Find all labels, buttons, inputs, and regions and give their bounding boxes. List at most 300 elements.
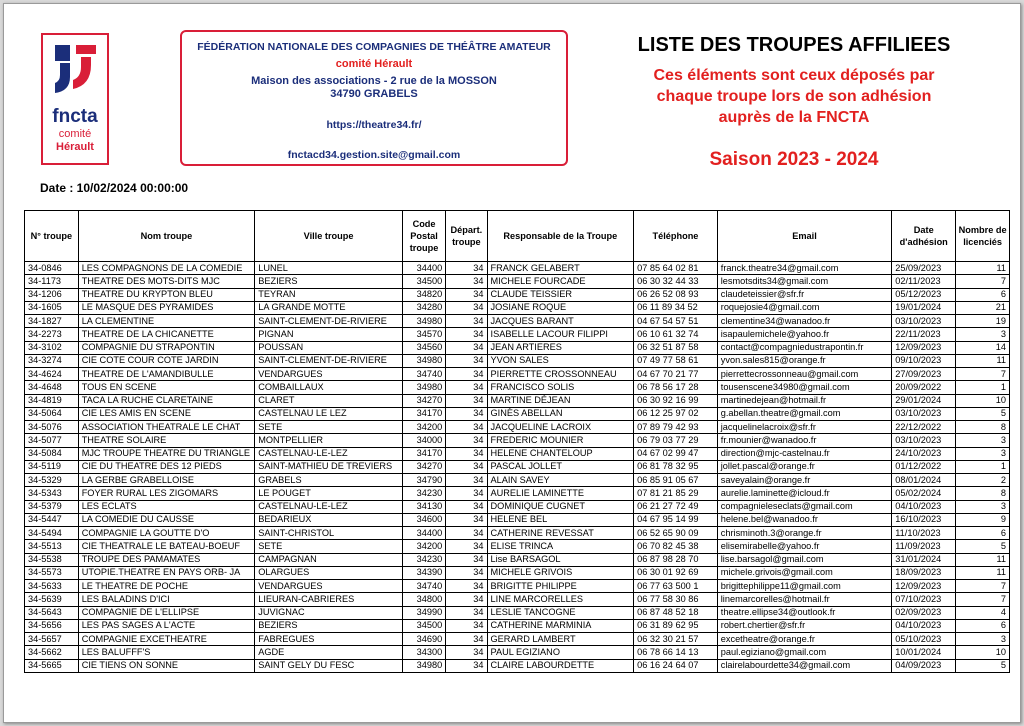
department-cell: 34 xyxy=(446,633,487,646)
membership-date-cell: 11/10/2023 xyxy=(892,527,956,540)
table-row xyxy=(25,407,1010,420)
troupe-number-cell: 34-5379 xyxy=(25,500,79,513)
postal-code-cell: 34570 xyxy=(402,328,445,341)
table-row xyxy=(25,646,1010,659)
fncta-logo-mark xyxy=(43,35,107,163)
email-cell[interactable]: compagnieleseclats@gmail.com xyxy=(717,500,891,513)
table-row xyxy=(25,553,1010,566)
department-cell: 34 xyxy=(446,368,487,381)
season-label: Saison 2023 - 2024 xyxy=(709,149,879,170)
troupe-city-cell: OLARGUES xyxy=(255,566,403,579)
troupe-city-cell: CASTELNAU-LE-LEZ xyxy=(255,447,403,460)
phone-cell: 06 70 82 45 38 xyxy=(634,540,718,553)
troupe-number-cell: 34-5662 xyxy=(25,646,79,659)
email-cell[interactable]: g.abellan.theatre@gmail.com xyxy=(717,407,891,420)
manager-cell: ELISE TRINCA xyxy=(487,540,634,553)
email-cell[interactable]: helene.bel@wanadoo.fr xyxy=(717,513,891,526)
troupe-name-cell: CIE LES AMIS EN SCENE xyxy=(78,407,255,420)
postal-code-cell: 34980 xyxy=(402,315,445,328)
troupe-city-cell: FABREGUES xyxy=(255,633,403,646)
troupe-name-cell: LA CLEMENTINE xyxy=(78,315,255,328)
troupe-number-cell: 34-0846 xyxy=(25,262,79,275)
postal-code-cell: 34200 xyxy=(402,421,445,434)
manager-cell: GINÈS ABELLAN xyxy=(487,407,634,420)
table-row xyxy=(25,500,1010,513)
licensee-count-cell: 3 xyxy=(956,434,1010,447)
licensee-count-cell: 9 xyxy=(956,513,1010,526)
manager-cell: CATHERINE REVESSAT xyxy=(487,527,634,540)
troupe-number-cell: 34-5633 xyxy=(25,580,79,593)
membership-date-cell: 12/09/2023 xyxy=(892,580,956,593)
department-cell: 34 xyxy=(446,593,487,606)
licensee-count-cell: 19 xyxy=(956,315,1010,328)
phone-cell: 06 26 52 08 93 xyxy=(634,288,718,301)
federation-website-link[interactable]: https://theatre34.fr/ xyxy=(326,119,422,131)
membership-date-cell: 22/11/2023 xyxy=(892,328,956,341)
postal-code-cell: 34990 xyxy=(402,606,445,619)
troupe-city-cell: JUVIGNAC xyxy=(255,606,403,619)
membership-date-cell: 27/09/2023 xyxy=(892,368,956,381)
postal-code-cell: 34690 xyxy=(402,633,445,646)
troupe-city-cell: CASTELNAU LE LEZ xyxy=(255,407,403,420)
department-cell: 34 xyxy=(446,301,487,314)
troupe-city-cell: POUSSAN xyxy=(255,341,403,354)
postal-code-cell: 34000 xyxy=(402,434,445,447)
licensee-count-cell: 3 xyxy=(956,633,1010,646)
troupe-city-cell: TEYRAN xyxy=(255,288,403,301)
manager-cell: JACQUES BARANT xyxy=(487,315,634,328)
table-body xyxy=(25,262,1010,673)
table-row xyxy=(25,328,1010,341)
postal-code-cell: 34980 xyxy=(402,354,445,367)
troupe-name-cell: LES BALUFFF'S xyxy=(78,646,255,659)
postal-code-cell: 34170 xyxy=(402,447,445,460)
licensee-count-cell: 1 xyxy=(956,460,1010,473)
troupe-number-cell: 34-3102 xyxy=(25,341,79,354)
troupe-number-cell: 34-5639 xyxy=(25,593,79,606)
membership-date-cell: 09/10/2023 xyxy=(892,354,956,367)
manager-cell: HELENE BEL xyxy=(487,513,634,526)
licensee-count-cell: 11 xyxy=(956,354,1010,367)
phone-cell: 06 30 32 44 33 xyxy=(634,275,718,288)
postal-code-cell: 34270 xyxy=(402,394,445,407)
membership-date-cell: 04/10/2023 xyxy=(892,500,956,513)
manager-cell: YVON SALES xyxy=(487,354,634,367)
table-row xyxy=(25,659,1010,672)
table-row xyxy=(25,527,1010,540)
email-cell[interactable]: yvon.sales815@orange.fr xyxy=(717,354,891,367)
email-cell[interactable]: michele.grivois@gmail.com xyxy=(717,566,891,579)
troupe-name-cell: COMPAGNIE LA GOUTTE D'O xyxy=(78,527,255,540)
troupe-name-cell: THEATRE DE LA CHICANETTE xyxy=(78,328,255,341)
department-cell: 34 xyxy=(446,354,487,367)
troupe-city-cell: LIEURAN-CABRIERES xyxy=(255,593,403,606)
department-cell: 34 xyxy=(446,513,487,526)
table-row xyxy=(25,593,1010,606)
page-subtitle xyxy=(604,65,984,128)
troupe-name-cell: LA GERBE GRABELLOISE xyxy=(78,474,255,487)
federation-name: FÉDÉRATION NATIONALE DES COMPAGNIES DE THÉÂTRE AMATEUR xyxy=(197,41,551,53)
email-cell[interactable]: elisemirabelle@yahoo.fr xyxy=(717,540,891,553)
column-header: Date d'adhésion xyxy=(892,211,956,262)
column-header: Email xyxy=(717,211,891,262)
troupe-number-cell: 34-1827 xyxy=(25,315,79,328)
troupe-name-cell: THEATRE DU KRYPTON BLEU xyxy=(78,288,255,301)
troupe-number-cell: 34-5119 xyxy=(25,460,79,473)
table-row xyxy=(25,381,1010,394)
licensee-count-cell: 11 xyxy=(956,566,1010,579)
licensee-count-cell: 6 xyxy=(956,527,1010,540)
troupe-name-cell: LES COMPAGNONS DE LA COMEDIE xyxy=(78,262,255,275)
membership-date-cell: 03/10/2023 xyxy=(892,407,956,420)
manager-cell: DOMINIQUE CUGNET xyxy=(487,500,634,513)
manager-cell: FRANCK GELABERT xyxy=(487,262,634,275)
email-cell[interactable]: fr.mounier@wanadoo.fr xyxy=(717,434,891,447)
postal-code-cell: 34400 xyxy=(402,527,445,540)
troupe-number-cell: 34-3274 xyxy=(25,354,79,367)
membership-date-cell: 12/09/2023 xyxy=(892,341,956,354)
licensee-count-cell: 4 xyxy=(956,606,1010,619)
manager-cell: BRIGITTE PHILIPPE xyxy=(487,580,634,593)
troupe-name-cell: THEATRE DES MOTS-DITS MJC xyxy=(78,275,255,288)
email-cell[interactable]: aurelie.laminette@icloud.fr xyxy=(717,487,891,500)
email-cell[interactable]: direction@mjc-castelnau.fr xyxy=(717,447,891,460)
postal-code-cell: 34390 xyxy=(402,566,445,579)
table-row xyxy=(25,460,1010,473)
troupe-number-cell: 34-5077 xyxy=(25,434,79,447)
troupe-name-cell: LE MASQUE DES PYRAMIDES xyxy=(78,301,255,314)
troupe-name-cell: CIE THEATRALE LE BATEAU-BOEUF xyxy=(78,540,255,553)
phone-cell: 06 32 30 21 57 xyxy=(634,633,718,646)
licensee-count-cell: 10 xyxy=(956,394,1010,407)
troupe-number-cell: 34-4819 xyxy=(25,394,79,407)
phone-cell: 06 52 65 90 09 xyxy=(634,527,718,540)
email-cell[interactable]: chrisminoth.3@orange.fr xyxy=(717,527,891,540)
troupe-name-cell: FOYER RURAL LES ZIGOMARS xyxy=(78,487,255,500)
department-cell: 34 xyxy=(446,394,487,407)
table-row xyxy=(25,434,1010,447)
phone-cell: 06 81 78 32 95 xyxy=(634,460,718,473)
troupe-city-cell: SAINT-CHRISTOL xyxy=(255,527,403,540)
troupe-name-cell: TOUS EN SCENE xyxy=(78,381,255,394)
phone-cell: 04 67 02 99 47 xyxy=(634,447,718,460)
department-cell: 34 xyxy=(446,315,487,328)
email-cell[interactable]: paul.egiziano@gmail.com xyxy=(717,646,891,659)
column-header: Responsable de la Troupe xyxy=(487,211,634,262)
table-row xyxy=(25,487,1010,500)
email-cell[interactable]: tousenscene34980@gmail.com xyxy=(717,381,891,394)
phone-cell: 04 67 70 21 77 xyxy=(634,368,718,381)
membership-date-cell: 04/09/2023 xyxy=(892,659,956,672)
email-cell[interactable]: martinedejean@hotmail.fr xyxy=(717,394,891,407)
troupe-city-cell: CLARET xyxy=(255,394,403,407)
membership-date-cell: 24/10/2023 xyxy=(892,447,956,460)
membership-date-cell: 04/10/2023 xyxy=(892,619,956,632)
table-row xyxy=(25,580,1010,593)
troupe-city-cell: COMBAILLAUX xyxy=(255,381,403,394)
column-header: Téléphone xyxy=(634,211,718,262)
manager-cell: HELENE CHANTELOUP xyxy=(487,447,634,460)
troupe-number-cell: 34-5064 xyxy=(25,407,79,420)
membership-date-cell: 05/02/2024 xyxy=(892,487,956,500)
phone-cell: 06 11 89 34 52 xyxy=(634,301,718,314)
manager-cell: MICHELE GRIVOIS xyxy=(487,566,634,579)
membership-date-cell: 11/09/2023 xyxy=(892,540,956,553)
licensee-count-cell: 7 xyxy=(956,580,1010,593)
troupe-city-cell: SETE xyxy=(255,540,403,553)
email-cell[interactable]: clementine34@wanadoo.fr xyxy=(717,315,891,328)
manager-cell: JACQUELINE LACROIX xyxy=(487,421,634,434)
phone-cell: 04 67 95 14 99 xyxy=(634,513,718,526)
troupe-name-cell: LA COMEDIE DU CAUSSE xyxy=(78,513,255,526)
phone-cell: 07 89 79 42 93 xyxy=(634,421,718,434)
email-cell[interactable]: lesmotsdits34@gmail.com xyxy=(717,275,891,288)
licensee-count-cell: 3 xyxy=(956,447,1010,460)
licensee-count-cell: 7 xyxy=(956,275,1010,288)
table-row xyxy=(25,474,1010,487)
membership-date-cell: 03/10/2023 xyxy=(892,315,956,328)
licensee-count-cell: 7 xyxy=(956,593,1010,606)
manager-cell: PAUL EGIZIANO xyxy=(487,646,634,659)
logo-brand: fncta xyxy=(52,106,98,127)
department-cell: 34 xyxy=(446,421,487,434)
manager-cell: LINE MARCORELLES xyxy=(487,593,634,606)
membership-date-cell: 31/01/2024 xyxy=(892,553,956,566)
table-header-row xyxy=(25,211,1010,262)
email-cell[interactable]: excetheatre@orange.fr xyxy=(717,633,891,646)
email-cell[interactable]: clairelabourdette34@gmail.com xyxy=(717,659,891,672)
column-header: Nom troupe xyxy=(78,211,255,262)
column-header: Nombre de licenciés xyxy=(956,211,1010,262)
licensee-count-cell: 3 xyxy=(956,328,1010,341)
document-date: Date : 10/02/2024 00:00:00 xyxy=(40,181,189,195)
troupe-name-cell: LES BALADINS D'ICI xyxy=(78,593,255,606)
postal-code-cell: 34820 xyxy=(402,288,445,301)
phone-cell: 06 16 24 64 07 xyxy=(634,659,718,672)
manager-cell: LESLIE TANCOGNE xyxy=(487,606,634,619)
column-header: Code Postal troupe xyxy=(402,211,445,262)
phone-cell: 06 78 56 17 28 xyxy=(634,381,718,394)
postal-code-cell: 34800 xyxy=(402,593,445,606)
department-cell: 34 xyxy=(446,646,487,659)
subtitle-line1: Ces éléments sont ceux déposés par xyxy=(653,67,935,84)
licensee-count-cell: 6 xyxy=(956,288,1010,301)
troupe-number-cell: 34-5643 xyxy=(25,606,79,619)
table-row xyxy=(25,275,1010,288)
membership-date-cell: 03/10/2023 xyxy=(892,434,956,447)
manager-cell: PIERRETTE CROSSONNEAU xyxy=(487,368,634,381)
postal-code-cell: 34740 xyxy=(402,368,445,381)
licensee-count-cell: 6 xyxy=(956,619,1010,632)
email-cell[interactable]: robert.chertier@sfr.fr xyxy=(717,619,891,632)
licensee-count-cell: 5 xyxy=(956,659,1010,672)
email-cell[interactable]: jacquelinelacroix@sfr.fr xyxy=(717,421,891,434)
phone-cell: 06 79 03 77 29 xyxy=(634,434,718,447)
federation-committee: comité Hérault xyxy=(335,58,413,70)
email-cell[interactable]: claudeteissier@sfr.fr xyxy=(717,288,891,301)
table-row xyxy=(25,606,1010,619)
troupe-number-cell: 34-5656 xyxy=(25,619,79,632)
manager-cell: JOSIANE ROQUE xyxy=(487,301,634,314)
table-row xyxy=(25,394,1010,407)
department-cell: 34 xyxy=(446,487,487,500)
department-cell: 34 xyxy=(446,262,487,275)
document-page xyxy=(3,3,1021,723)
fncta-logo xyxy=(41,33,109,165)
troupe-city-cell: CASTELNAU-LE-LEZ xyxy=(255,500,403,513)
department-cell: 34 xyxy=(446,447,487,460)
troupe-number-cell: 34-5494 xyxy=(25,527,79,540)
troupe-city-cell: AGDE xyxy=(255,646,403,659)
email-cell[interactable]: isapaulemichele@yahoo.fr xyxy=(717,328,891,341)
table-row xyxy=(25,619,1010,632)
postal-code-cell: 34230 xyxy=(402,487,445,500)
logo-line2: Hérault xyxy=(56,141,94,153)
licensee-count-cell: 5 xyxy=(956,407,1010,420)
federation-address-line1: Maison des associations - 2 rue de la MOSSON xyxy=(251,75,497,87)
table-row xyxy=(25,262,1010,275)
membership-date-cell: 08/01/2024 xyxy=(892,474,956,487)
postal-code-cell: 34790 xyxy=(402,474,445,487)
troupe-city-cell: VENDARGUES xyxy=(255,580,403,593)
postal-code-cell: 34300 xyxy=(402,646,445,659)
manager-cell: Lise BARSAGOL xyxy=(487,553,634,566)
membership-date-cell: 07/10/2023 xyxy=(892,593,956,606)
table-row xyxy=(25,633,1010,646)
manager-cell: GERARD LAMBERT xyxy=(487,633,634,646)
troupe-city-cell: PIGNAN xyxy=(255,328,403,341)
troupe-number-cell: 34-1605 xyxy=(25,301,79,314)
federation-box xyxy=(180,30,568,166)
email-cell[interactable]: saveyalain@orange.fr xyxy=(717,474,891,487)
troupe-name-cell: CIE TIENS ON SONNE xyxy=(78,659,255,672)
troupe-name-cell: CIE DU THEATRE DES 12 PIEDS xyxy=(78,460,255,473)
postal-code-cell: 34230 xyxy=(402,553,445,566)
page-title: LISTE DES TROUPES AFFILIEES xyxy=(637,34,951,56)
troupe-city-cell: SETE xyxy=(255,421,403,434)
troupe-number-cell: 34-5329 xyxy=(25,474,79,487)
email-cell[interactable]: jollet.pascal@orange.fr xyxy=(717,460,891,473)
manager-cell: PASCAL JOLLET xyxy=(487,460,634,473)
licensee-count-cell: 11 xyxy=(956,262,1010,275)
licensee-count-cell: 21 xyxy=(956,301,1010,314)
table-row xyxy=(25,513,1010,526)
troupe-number-cell: 34-5665 xyxy=(25,659,79,672)
department-cell: 34 xyxy=(446,407,487,420)
phone-cell: 06 30 01 92 69 xyxy=(634,566,718,579)
troupe-city-cell: VENDARGUES xyxy=(255,368,403,381)
department-cell: 34 xyxy=(446,527,487,540)
licensee-count-cell: 5 xyxy=(956,540,1010,553)
postal-code-cell: 34280 xyxy=(402,301,445,314)
phone-cell: 06 12 25 97 02 xyxy=(634,407,718,420)
licensee-count-cell: 3 xyxy=(956,500,1010,513)
troupe-number-cell: 34-5076 xyxy=(25,421,79,434)
phone-cell: 06 32 51 87 58 xyxy=(634,341,718,354)
troupe-number-cell: 34-4648 xyxy=(25,381,79,394)
email-cell[interactable]: linemarcorelles@hotmail.fr xyxy=(717,593,891,606)
troupe-number-cell: 34-5343 xyxy=(25,487,79,500)
phone-cell: 06 77 63 500 1 xyxy=(634,580,718,593)
email-cell[interactable]: theatre.ellipse34@outlook.fr xyxy=(717,606,891,619)
federation-email-link[interactable]: fnctacd34.gestion.site@gmail.com xyxy=(287,149,461,161)
licensee-count-cell: 8 xyxy=(956,421,1010,434)
troupe-city-cell: SAINT GELY DU FESC xyxy=(255,659,403,672)
troupe-city-cell: SAINT-CLEMENT-DE-RIVIERE xyxy=(255,315,403,328)
licensee-count-cell: 7 xyxy=(956,368,1010,381)
manager-cell: MARTINE DÉJEAN xyxy=(487,394,634,407)
phone-cell: 07 49 77 58 61 xyxy=(634,354,718,367)
phone-cell: 06 87 98 28 70 xyxy=(634,553,718,566)
membership-date-cell: 25/09/2023 xyxy=(892,262,956,275)
department-cell: 34 xyxy=(446,381,487,394)
phone-cell: 06 21 27 72 49 xyxy=(634,500,718,513)
postal-code-cell: 34170 xyxy=(402,407,445,420)
manager-cell: FREDERIC MOUNIER xyxy=(487,434,634,447)
email-cell[interactable]: lise.barsagol@gmail.com xyxy=(717,553,891,566)
troupe-city-cell: CAMPAGNAN xyxy=(255,553,403,566)
department-cell: 34 xyxy=(446,566,487,579)
column-header: Ville troupe xyxy=(255,211,403,262)
membership-date-cell: 02/09/2023 xyxy=(892,606,956,619)
membership-date-cell: 19/01/2024 xyxy=(892,301,956,314)
licensee-count-cell: 10 xyxy=(956,646,1010,659)
troupe-name-cell: TACA LA RUCHE CLARETAINE xyxy=(78,394,255,407)
postal-code-cell: 34270 xyxy=(402,460,445,473)
postal-code-cell: 34500 xyxy=(402,275,445,288)
membership-date-cell: 20/09/2022 xyxy=(892,381,956,394)
email-cell[interactable]: brigittephilippe11@gmail.com xyxy=(717,580,891,593)
membership-date-cell: 16/10/2023 xyxy=(892,513,956,526)
department-cell: 34 xyxy=(446,540,487,553)
column-header: Départ. troupe xyxy=(446,211,487,262)
troupe-number-cell: 34-1173 xyxy=(25,275,79,288)
manager-cell: CLAUDE TEISSIER xyxy=(487,288,634,301)
troupe-name-cell: COMPAGNIE EXCETHEATRE xyxy=(78,633,255,646)
email-cell[interactable]: contact@compagniedustrapontin.fr xyxy=(717,341,891,354)
manager-cell: JEAN ARTIERES xyxy=(487,341,634,354)
manager-cell: CLAIRE LABOURDETTE xyxy=(487,659,634,672)
licensee-count-cell: 8 xyxy=(956,487,1010,500)
troupe-city-cell: SAINT-CLEMENT-DE-RIVIERE xyxy=(255,354,403,367)
troupe-name-cell: LES ECLATS xyxy=(78,500,255,513)
postal-code-cell: 34560 xyxy=(402,341,445,354)
email-cell[interactable]: franck.theatre34@gmail.com xyxy=(717,262,891,275)
troupe-city-cell: BEZIERS xyxy=(255,619,403,632)
table-row xyxy=(25,341,1010,354)
department-cell: 34 xyxy=(446,606,487,619)
troupe-number-cell: 34-4624 xyxy=(25,368,79,381)
membership-date-cell: 05/10/2023 xyxy=(892,633,956,646)
email-cell[interactable]: pierrettecrossonneau@gmail.com xyxy=(717,368,891,381)
table-row xyxy=(25,354,1010,367)
troupe-number-cell: 34-5513 xyxy=(25,540,79,553)
department-cell: 34 xyxy=(446,288,487,301)
logo-line1: comité xyxy=(58,128,92,140)
postal-code-cell: 34130 xyxy=(402,500,445,513)
troupes-table xyxy=(24,210,1010,673)
troupe-number-cell: 34-5573 xyxy=(25,566,79,579)
phone-cell: 07 81 21 85 29 xyxy=(634,487,718,500)
email-cell[interactable]: roquejosie4@gmail.com xyxy=(717,301,891,314)
department-cell: 34 xyxy=(446,553,487,566)
troupe-name-cell: COMPAGNIE DU STRAPONTIN xyxy=(78,341,255,354)
licensee-count-cell: 11 xyxy=(956,553,1010,566)
department-cell: 34 xyxy=(446,619,487,632)
membership-date-cell: 10/01/2024 xyxy=(892,646,956,659)
troupe-number-cell: 34-2273 xyxy=(25,328,79,341)
department-cell: 34 xyxy=(446,580,487,593)
